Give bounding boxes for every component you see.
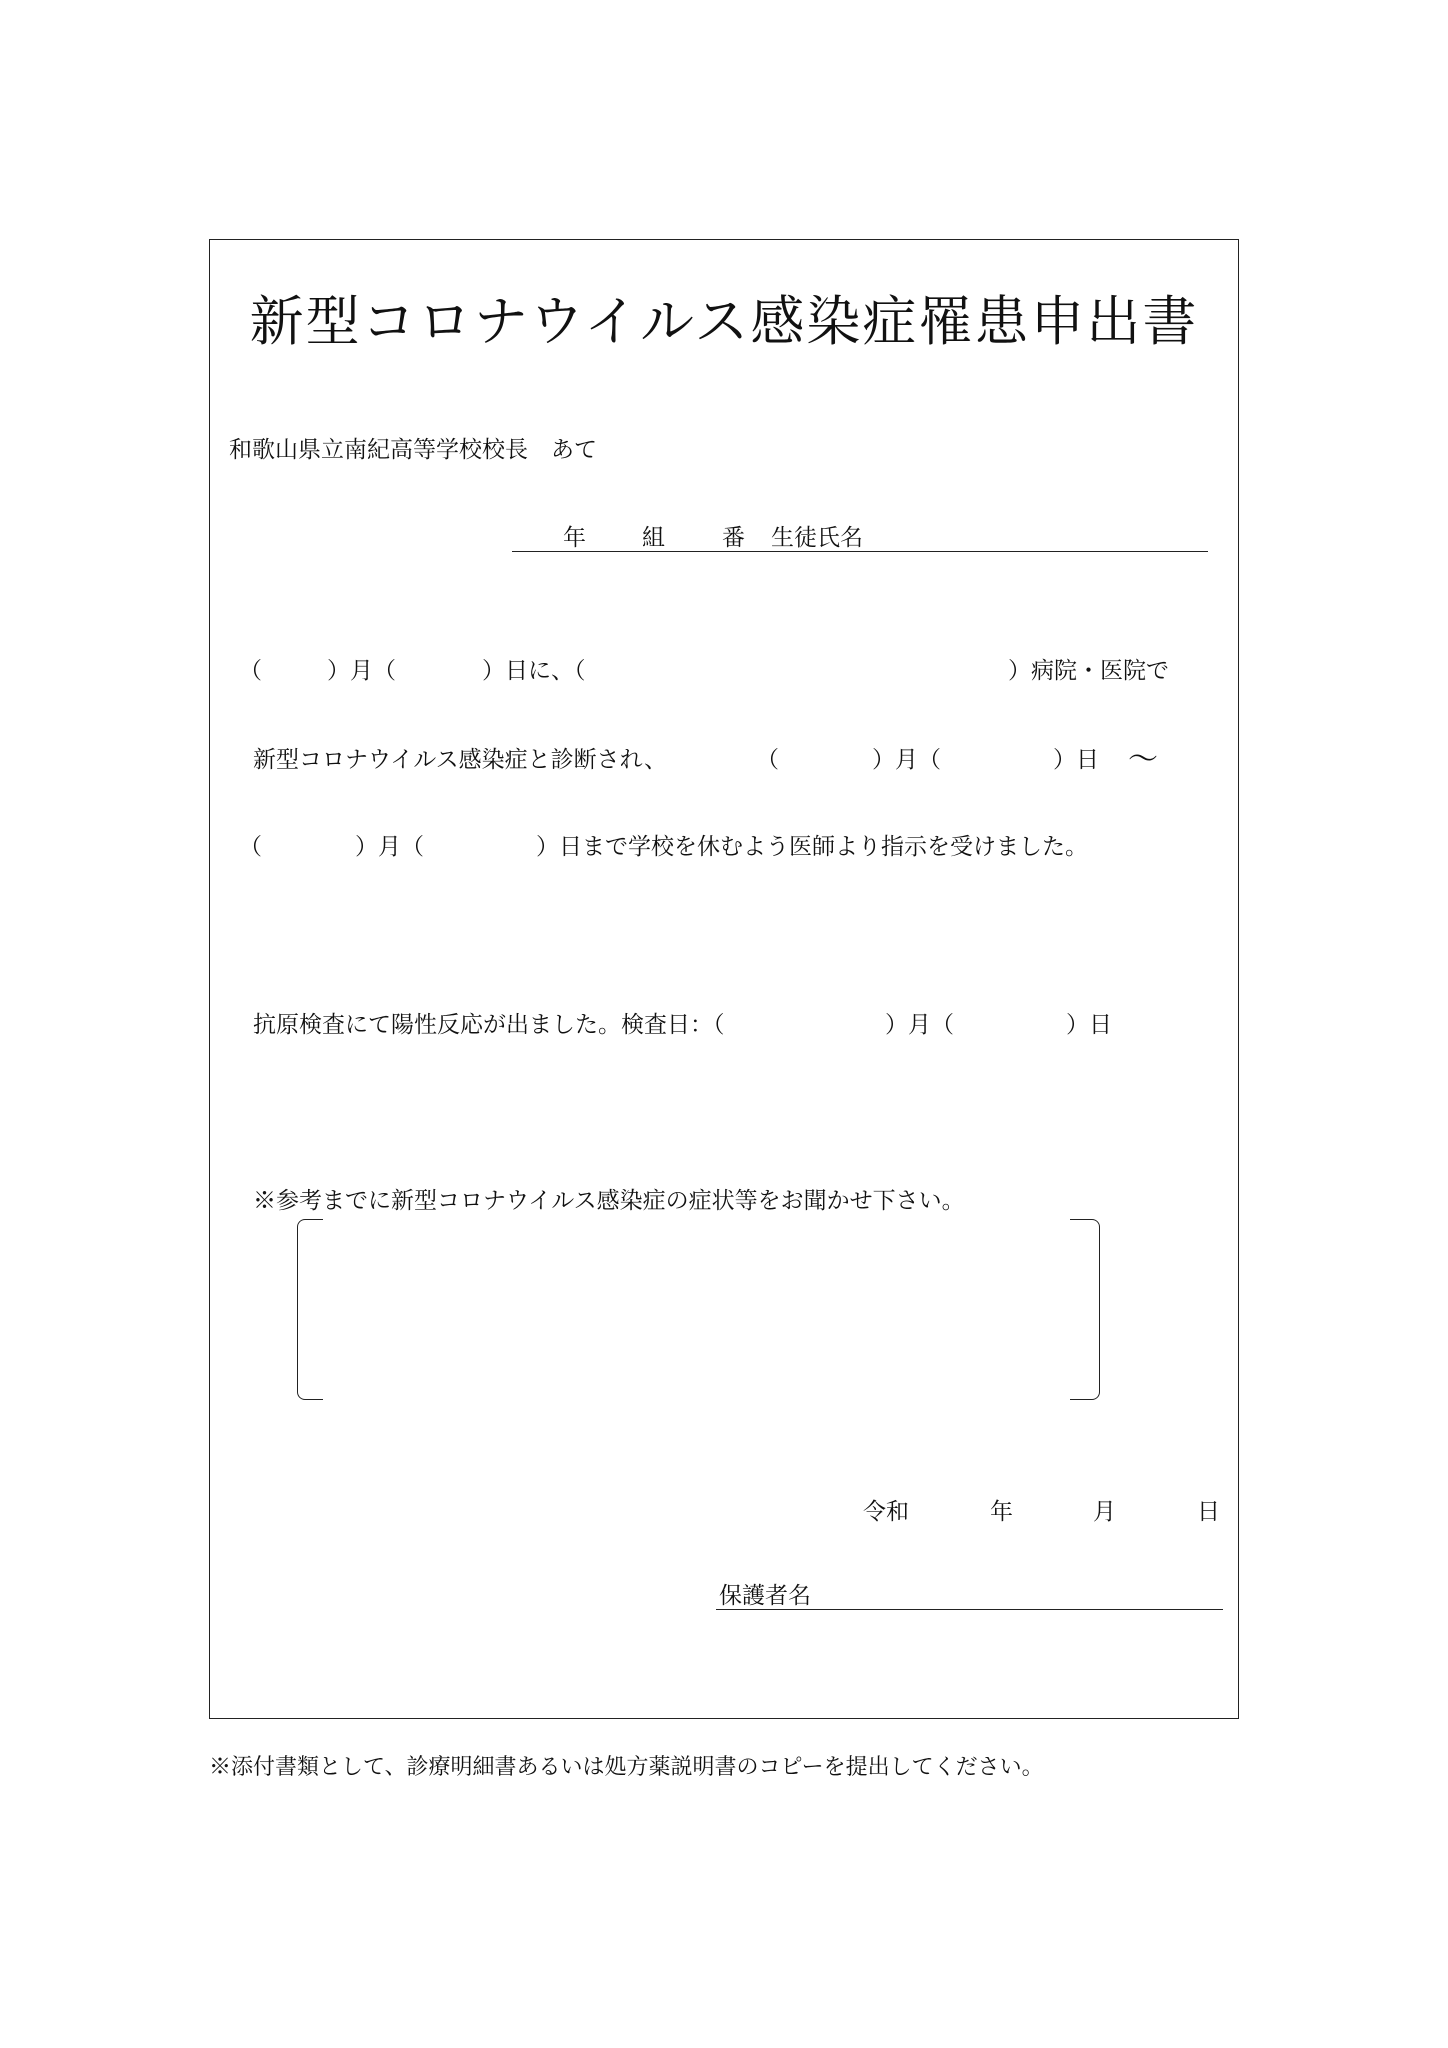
symptoms-note: ※参考までに新型コロナウイルス感染症の症状等をお聞かせ下さい。 [253,1188,965,1214]
student-number-label: 番 [722,525,745,551]
hospital-label: ）病院・医院で [1008,658,1169,684]
symptoms-input-area[interactable] [325,1221,1068,1398]
guardian-name-underline[interactable] [716,1609,1223,1610]
diagnosis-statement: 新型コロナウイルス感染症と診断され、 [253,747,667,773]
absence-end-instruction: ）日まで学校を休むよう医師より指示を受けました。 [536,834,1088,860]
date-day-label: 日 [1197,1499,1220,1525]
date-era-label: 令和 [863,1499,909,1525]
diagnosis-day-label: ）日に、（ [482,658,586,684]
diagnosis-month-open-paren: （ [239,658,262,684]
attachment-note: ※添付書類として、診療明細書あるいは処方薬説明書のコピーを提出してください。 [209,1755,1044,1780]
student-info-underline[interactable] [512,551,1208,552]
absence-start-open-paren: （ [756,747,779,773]
antigen-statement: 抗原検査にて陽性反応が出ました。検査日：（ [253,1012,725,1038]
form-title: 新型コロナウイルス感染症罹患申出書 [249,290,1199,353]
range-tilde: 〜 [1128,742,1158,777]
student-year-label: 年 [563,525,586,551]
symptoms-box-left-bracket [297,1219,323,1400]
date-month-label: 月 [1093,1499,1116,1525]
antigen-day-label: ）日 [1066,1012,1112,1038]
antigen-month-label: ）月（ [885,1012,954,1038]
absence-start-day-label: ）日 [1053,747,1099,773]
date-year-label: 年 [990,1499,1013,1525]
diagnosis-month-label: ）月（ [327,658,396,684]
addressee: 和歌山県立南紀高等学校校長 あて [229,437,597,463]
absence-end-open-paren: （ [239,834,262,860]
student-name-label: 生徒氏名 [771,525,863,551]
absence-start-month-label: ）月（ [872,747,941,773]
absence-end-month-label: ）月（ [355,834,424,860]
student-class-label: 組 [642,525,665,551]
symptoms-box-right-bracket [1070,1219,1100,1400]
guardian-name-label: 保護者名 [719,1583,811,1609]
